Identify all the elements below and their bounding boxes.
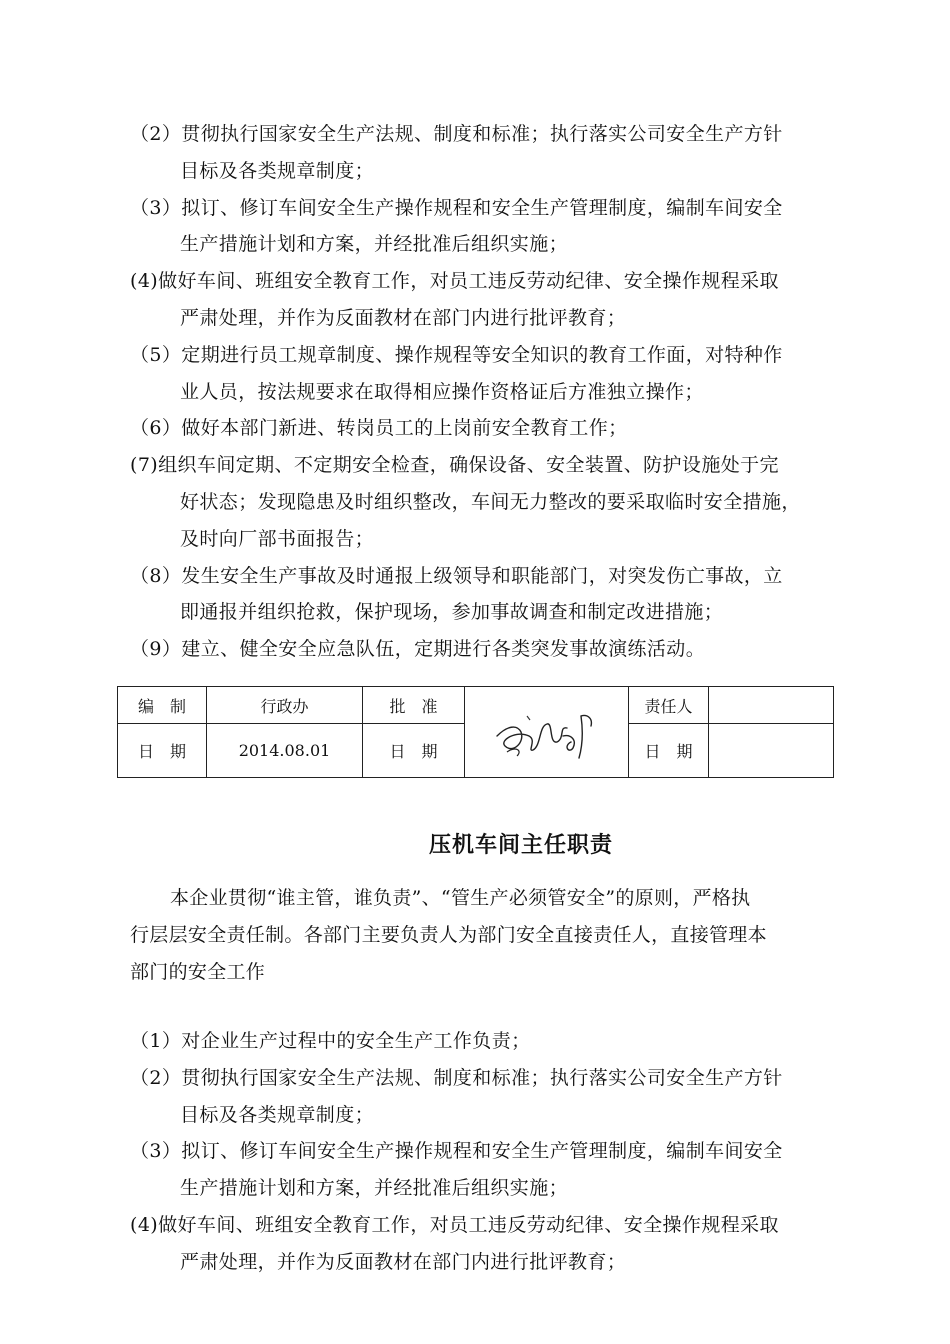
approve-date-label: 日 期 bbox=[363, 724, 465, 778]
section-title: 压机车间主任职责 bbox=[428, 833, 613, 858]
duty-item-continuation: 好状态；发现隐患及时组织整改，车间无力整改的要采取临时安全措施， bbox=[180, 490, 801, 513]
signature-cell bbox=[465, 687, 629, 778]
duty-item-continuation: 目标及各类规章制度； bbox=[180, 1103, 375, 1126]
duty-item-continuation: 严肃处理，并作为反面教材在部门内进行批评教育； bbox=[180, 306, 627, 329]
compile-value: 行政办 bbox=[207, 687, 363, 724]
date-label: 日 期 bbox=[118, 724, 207, 778]
duty-item: （2）贯彻执行国家安全生产法规、制度和标准；执行落实公司安全生产方针 bbox=[130, 123, 783, 145]
duty-item: (4)做好车间、班组安全教育工作，对员工违反劳动纪律、安全操作规程采取 bbox=[130, 1213, 779, 1236]
duty-item: （3）拟订、修订车间安全生产操作规程和安全生产管理制度，编制车间安全 bbox=[130, 1140, 783, 1163]
duty-item-continuation: 目标及各类规章制度； bbox=[180, 159, 375, 182]
approval-table bbox=[117, 686, 834, 778]
duty-item-continuation: 严肃处理，并作为反面教材在部门内进行批评教育； bbox=[180, 1250, 627, 1273]
intro-line: 行层层安全责任制。各部门主要负责人为部门安全直接责任人，直接管理本 bbox=[130, 923, 767, 946]
duty-item-continuation: 及时向厂部书面报告； bbox=[180, 527, 375, 550]
responsible-date-label: 日 期 bbox=[629, 724, 709, 778]
duty-item: （3）拟订、修订车间安全生产操作规程和安全生产管理制度，编制车间安全 bbox=[130, 196, 783, 219]
duty-item: (7)组织车间定期、不定期安全检查，确保设备、安全装置、防护设施处于完 bbox=[130, 454, 779, 477]
duty-item: （5）定期进行员工规章制度、操作规程等安全知识的教育工作面，对特种作 bbox=[130, 343, 783, 366]
duty-item-continuation: 生产措施计划和方案，并经批准后组织实施； bbox=[180, 233, 569, 256]
duty-item: （9）建立、健全安全应急队伍，定期进行各类突发事故演练活动。 bbox=[130, 638, 706, 661]
duties-list-continued bbox=[130, 116, 801, 668]
duty-item: （6）做好本部门新进、转岗员工的上岗前安全教育工作； bbox=[130, 417, 628, 440]
handwritten-signature bbox=[487, 696, 607, 768]
duty-item-continuation: 生产措施计划和方案，并经批准后组织实施； bbox=[180, 1177, 569, 1200]
duty-item: （1）对企业生产过程中的安全生产工作负责； bbox=[130, 1030, 531, 1052]
intro-paragraph bbox=[130, 880, 860, 990]
duty-item: （8）发生安全生产事故及时通报上级领导和职能部门，对突发伤亡事故，立 bbox=[130, 564, 783, 587]
responsible-value bbox=[709, 687, 834, 724]
duty-item-continuation: 业人员，按法规要求在取得相应操作资格证后方准独立操作； bbox=[180, 380, 704, 403]
approve-label: 批 准 bbox=[363, 687, 465, 724]
responsible-date-value bbox=[709, 724, 834, 778]
date-value: 2014.08.01 bbox=[207, 724, 363, 778]
duty-item: (4)做好车间、班组安全教育工作，对员工违反劳动纪律、安全操作规程采取 bbox=[130, 270, 779, 293]
duties-list bbox=[130, 1023, 783, 1281]
compile-label: 编 制 bbox=[118, 687, 207, 724]
duty-item: （2）贯彻执行国家安全生产法规、制度和标准；执行落实公司安全生产方针 bbox=[130, 1066, 783, 1089]
intro-line: 本企业贯彻“谁主管，谁负责”、“管生产必须管安全”的原则，严格执 bbox=[170, 887, 751, 909]
duty-item-continuation: 即通报并组织抢救，保护现场，参加事故调查和制定改进措施； bbox=[180, 601, 724, 624]
intro-line: 部门的安全工作 bbox=[130, 960, 266, 983]
responsible-label: 责任人 bbox=[629, 687, 709, 724]
